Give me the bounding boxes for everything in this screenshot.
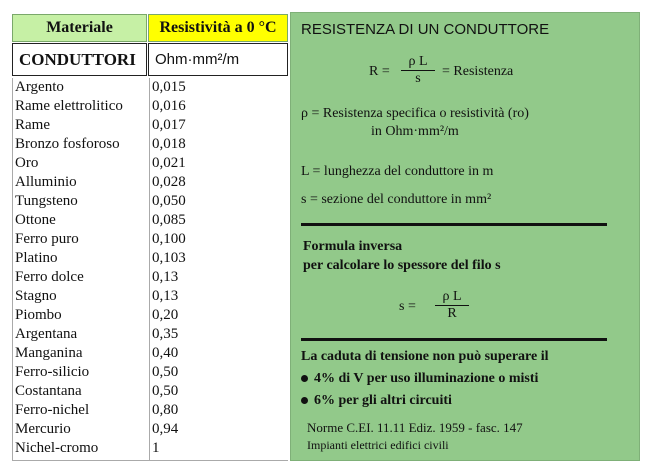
- table-row: [13, 401, 289, 420]
- resistivity-value: 0,028: [152, 174, 186, 190]
- rho-definition: ρ = Resistenza specifica o resistività (ro): [301, 106, 529, 121]
- divider-rule: [301, 223, 607, 226]
- material-name: Platino: [15, 250, 58, 266]
- table-row: [13, 154, 289, 173]
- inverse-formula-subtitle: per calcolare lo spessore del filo s: [303, 258, 501, 273]
- rho-unit: in Ohm·mm²/m: [371, 124, 459, 139]
- material-name: Piombo: [15, 307, 62, 323]
- resistivity-value: 0,13: [152, 269, 179, 285]
- table-row: [13, 192, 289, 211]
- bullet-icon: [301, 375, 308, 382]
- table-row: [13, 249, 289, 268]
- material-name: Argento: [15, 79, 64, 95]
- inverse-formula-title: Formula inversa: [303, 239, 403, 254]
- table-row: [13, 287, 289, 306]
- table-row: [13, 268, 289, 287]
- resistivity-value: 0,021: [152, 155, 186, 171]
- material-name: Stagno: [15, 288, 57, 304]
- resistivity-value: 0,103: [152, 250, 186, 266]
- resistivity-value: 0,015: [152, 79, 186, 95]
- material-name: Manganina: [15, 345, 83, 361]
- material-name: Oro: [15, 155, 39, 171]
- resistivity-value: 0,80: [152, 402, 179, 418]
- formula1-rhs: = Resistenza: [442, 64, 514, 79]
- material-name: Argentana: [15, 326, 78, 342]
- material-name: Costantana: [15, 383, 82, 399]
- table-row: [13, 97, 289, 116]
- table-row: [13, 325, 289, 344]
- resistivity-value: 0,050: [152, 193, 186, 209]
- bullet-text: 6% per gli altri circuiti: [314, 393, 452, 408]
- formula2-lhs: s =: [399, 299, 416, 314]
- resistivity-value: 1: [152, 440, 160, 456]
- material-name: Alluminio: [15, 174, 77, 190]
- table-row: [13, 382, 289, 401]
- material-name: Tungsteno: [15, 193, 78, 209]
- unit-label: Ohm·mm²/m: [148, 43, 288, 76]
- table-row: [13, 173, 289, 192]
- table-row: [13, 78, 289, 97]
- material-name: Mercurio: [15, 421, 71, 437]
- formula1-numerator: ρ L: [401, 54, 435, 71]
- formula2-fraction: [435, 289, 469, 322]
- table-row: [13, 116, 289, 135]
- material-name: Ferro-nichel: [15, 402, 90, 418]
- resistivity-value: 0,50: [152, 383, 179, 399]
- resistivity-value: 0,018: [152, 136, 186, 152]
- table-row: [13, 439, 289, 458]
- resistivity-table: [12, 78, 288, 461]
- bullet-icon: [301, 397, 308, 404]
- header-resistivity: Resistività a 0 °C: [148, 14, 288, 42]
- length-definition: L = lunghezza del conduttore in m: [301, 164, 494, 179]
- norm-reference: Norme C.EI. 11.11 Ediz. 1959 - fasc. 147: [307, 420, 523, 435]
- material-name: Rame elettrolitico: [15, 98, 123, 114]
- bullet-text: 4% di V per uso illuminazione o misti: [314, 371, 539, 386]
- formula1-lhs: R =: [369, 64, 390, 79]
- material-name: Rame: [15, 117, 50, 133]
- resistivity-value: 0,016: [152, 98, 186, 114]
- resistivity-value: 0,100: [152, 231, 186, 247]
- material-name: Nichel-cromo: [15, 440, 99, 456]
- resistivity-value: 0,40: [152, 345, 179, 361]
- resistivity-value: 0,13: [152, 288, 179, 304]
- table-row: [13, 363, 289, 382]
- resistivity-value: 0,20: [152, 307, 179, 323]
- bullet-item: [301, 393, 452, 409]
- header-material: Materiale: [12, 14, 147, 42]
- divider-rule: [301, 338, 607, 341]
- table-row: [13, 211, 289, 230]
- material-name: Ferro puro: [15, 231, 79, 247]
- resistivity-value: 0,017: [152, 117, 186, 133]
- table-row: [13, 135, 289, 154]
- material-name: Bronzo fosforoso: [15, 136, 120, 152]
- section-title-conduttori: CONDUTTORI: [12, 43, 147, 76]
- material-name: Ottone: [15, 212, 56, 228]
- material-name: Ferro-silicio: [15, 364, 90, 380]
- voltage-drop-title: La caduta di tensione non può superare il: [301, 349, 549, 364]
- resistivity-value: 0,94: [152, 421, 179, 437]
- resistivity-value: 0,085: [152, 212, 186, 228]
- material-name: Ferro dolce: [15, 269, 84, 285]
- panel-title: RESISTENZA DI UN CONDUTTORE: [301, 21, 550, 38]
- bullet-item: [301, 371, 538, 387]
- resistivity-value: 0,50: [152, 364, 179, 380]
- formula2-numerator: ρ L: [435, 289, 469, 306]
- norm-subtitle: Impianti elettrici edifici civili: [307, 438, 449, 452]
- section-definition: s = sezione del conduttore in mm²: [301, 192, 492, 207]
- table-row: [13, 420, 289, 439]
- formula1-denominator: s: [415, 71, 421, 86]
- formula1-fraction: [401, 54, 435, 87]
- table-row: [13, 306, 289, 325]
- formula-panel: [290, 12, 640, 461]
- resistivity-value: 0,35: [152, 326, 179, 342]
- formula2-denominator: R: [447, 306, 457, 321]
- table-row: [13, 344, 289, 363]
- table-row: [13, 230, 289, 249]
